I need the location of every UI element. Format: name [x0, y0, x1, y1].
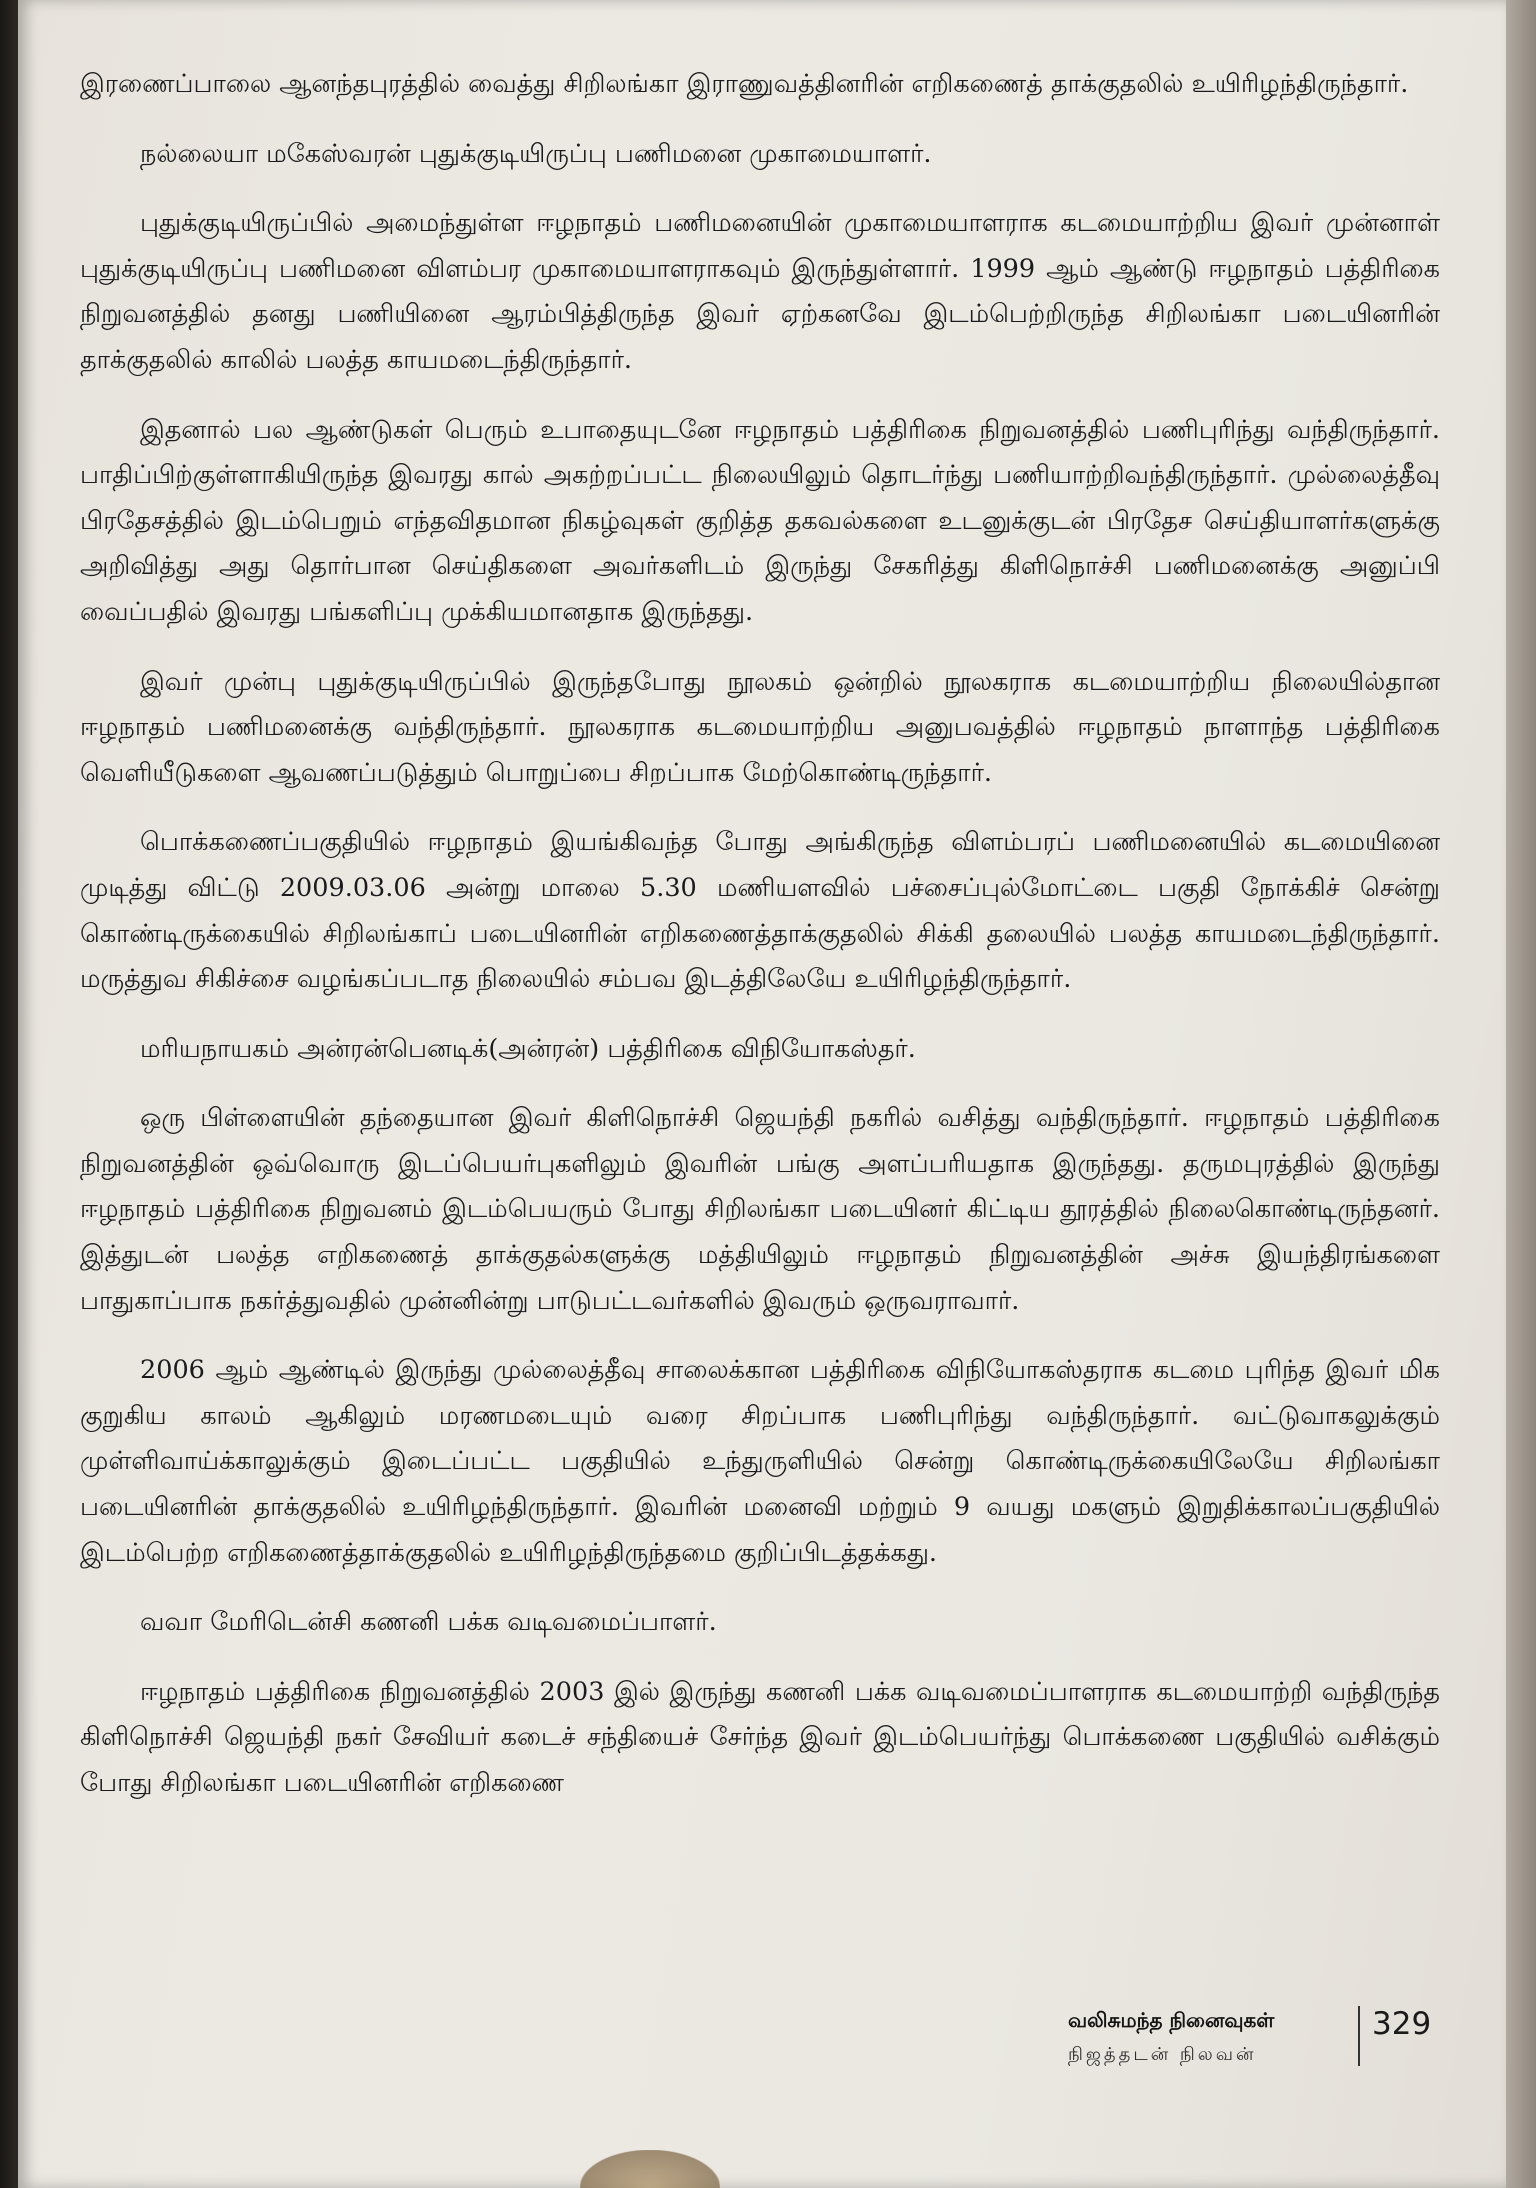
person-heading-merydency: வவா மேரிடென்சி கணனி பக்க வடிவமைப்பாளர். [140, 1607, 717, 1638]
person-heading-maheswaran: நல்லையா மகேஸ்வரன் புதுக்குடியிருப்பு பணிமனை முகாமையாளர். [140, 138, 932, 169]
paragraph-continuation: இரணைப்பாலை ஆனந்தபுரத்தில் வைத்து சிறிலங்கா இராணுவத்தினரின் எறிகணைத் தாக்குதலில் உயிரிழந்திருந்தார். [80, 69, 1409, 99]
book-title: வலிசுமந்த நினைவுகள் [1068, 2008, 1275, 2032]
paragraph: இவர் முன்பு புதுக்குடியிருப்பில் இருந்தபோது நூலகம் ஒன்றில் நூலகராக கடமையாற்றிய நிலையில்தான ஈழநாதம் பணிமனைக்கு வந்திருந்தார். நூலகராக கடமையாற்றிய அனுபவத்தில் ஈழநாதம் நாளாந்த பத்திரிகை வெளியீடுகளை ஆவணப்படுத்தும் பொறுப்பை சிறப்பாக மேற்கொண்டிருந்தார். [80, 666, 1440, 788]
page-body [80, 62, 1440, 1831]
paragraph: இதனால் பல ஆண்டுகள் பெரும் உபாதையுடனே ஈழநாதம் பத்திரிகை நிறுவனத்தில் பணிபுரிந்து வந்திருந்தார். பாதிப்பிற்குள்ளாகியிருந்த இவரது கால் அகற்றப்பட்ட நிலையிலும் தொடர்ந்து பணியாற்றிவந்திருந்தார். முல்லைத்தீவு பிரதேசத்தில் இடம்பெறும் எந்தவிதமான நிகழ்வுகள் குறித்த தகவல்களை உடனுக்குடன் பிரதேச செய்தியாளர்களுக்கு அறிவித்து அது தொர்பான செய்திகளை அவர்களிடம் இருந்து சேகரித்து கிளிநொச்சி பணிமனைக்கு அனுப்பி வைப்பதில் இவரது பங்களிப்பு முக்கியமானதாக இருந்தது. [80, 414, 1440, 627]
paragraph: ஈழநாதம் பத்திரிகை நிறுவனத்தில் 2003 இல் இருந்து கணனி பக்க வடிவமைப்பாளராக கடமையாற்றி வந்திருந்த கிளிநொச்சி ஜெயந்தி நகர் சேவியர் கடைச் சந்தியைச் சேர்ந்த இவர் இடம்பெயர்ந்து பொக்கணை பகுதியில் வசிக்கும் போது சிறிலங்கா படையினரின் எறிகணை [80, 1676, 1440, 1798]
object-shadow-bottom [580, 2150, 720, 2188]
book-page [18, 0, 1506, 2188]
page-footer [1048, 2000, 1448, 2100]
book-author: நிஜத்தடன் நிலவன் [1068, 2044, 1257, 2065]
paragraph: புதுக்குடியிருப்பில் அமைந்துள்ள ஈழநாதம் பணிமனையின் முகாமையாளராக கடமையாற்றிய இவர் முன்னாள் புதுக்குடியிருப்பு பணிமனை விளம்பர முகாமையாளராகவும் இருந்துள்ளார். 1999 ஆம் ஆண்டு ஈழநாதம் பத்திரிகை நிறுவனத்தில் தனது பணியினை ஆரம்பித்திருந்த இவர் ஏற்கனவே இடம்பெற்றிருந்த சிறிலங்கா படையினரின் தாக்குதலில் காலில் பலத்த காயமடைந்திருந்தார். [80, 208, 1440, 375]
paragraph: பொக்கணைப்பகுதியில் ஈழநாதம் இயங்கிவந்த போது அங்கிருந்த விளம்பரப் பணிமனையில் கடமையினை முடித்து விட்டு 2009.03.06 அன்று மாலை 5.30 மணியளவில் பச்சைப்புல்மோட்டை பகுதி நோக்கிச் சென்று கொண்டிருக்கையில் சிறிலங்காப் படையினரின் எறிகணைத்தாக்குதலில் சிக்கி தலையில் பலத்த காயமடைந்திருந்தார். மருத்துவ சிகிச்சை வழங்கப்படாத நிலையில் சம்பவ இடத்திலேயே உயிரிழந்திருந்தார். [80, 827, 1440, 995]
paragraph: ஒரு பிள்ளையின் தந்தையான இவர் கிளிநொச்சி ஜெயந்தி நகரில் வசித்து வந்திருந்தார். ஈழநாதம் பத்திரிகை நிறுவனத்தின் ஒவ்வொரு இடப்பெயர்புகளிலும் இவரின் பங்கு அளப்பரியதாக இருந்தது. தருமபுரத்தில் இருந்து ஈழநாதம் பத்திரிகை நிறுவனம் இடம்பெயரும் போது சிறிலங்கா படையினர் கிட்டிய தூரத்தில் நிலைகொண்டிருந்தனர். இத்துடன் பலத்த எறிகணைத் தாக்குதல்களுக்கு மத்தியிலும் ஈழநாதம் நிறுவனத்தின் அச்சு இயந்திரங்களை பாதுகாப்பாக நகர்த்துவதில் முன்னின்று பாடுபட்டவர்களில் இவரும் ஒருவராவார். [80, 1103, 1440, 1316]
page-number: 329 [1372, 2006, 1432, 2042]
paragraph: 2006 ஆம் ஆண்டில் இருந்து முல்லைத்தீவு சாலைக்கான பத்திரிகை விநியோகஸ்தராக கடமை புரிந்த இவர் மிக குறுகிய காலம் ஆகிலும் மரணமடையும் வரை சிறப்பாக பணிபுரிந்து வந்திருந்தார். வட்டுவாகலுக்கும் முள்ளிவாய்க்காலுக்கும் இடைப்பட்ட பகுதியில் உந்துருளியில் சென்று கொண்டிருக்கையிலேயே சிறிலங்கா படையினரின் தாக்குதலில் உயிரிழந்திருந்தார். இவரின் மனைவி மற்றும் 9 வயது மகளும் இறுதிக்காலப்பகுதியில் இடம்பெற்ற எறிகணைத்தாக்குதலில் உயிரிழந்திருந்தமை குறிப்பிடத்தக்கது. [80, 1355, 1440, 1568]
person-heading-antonbenedict: மரியநாயகம் அன்ரன்பெனடிக்(அன்ரன்) பத்திரிகை விநியோகஸ்தர். [140, 1033, 916, 1064]
footer-divider [1358, 2006, 1360, 2066]
